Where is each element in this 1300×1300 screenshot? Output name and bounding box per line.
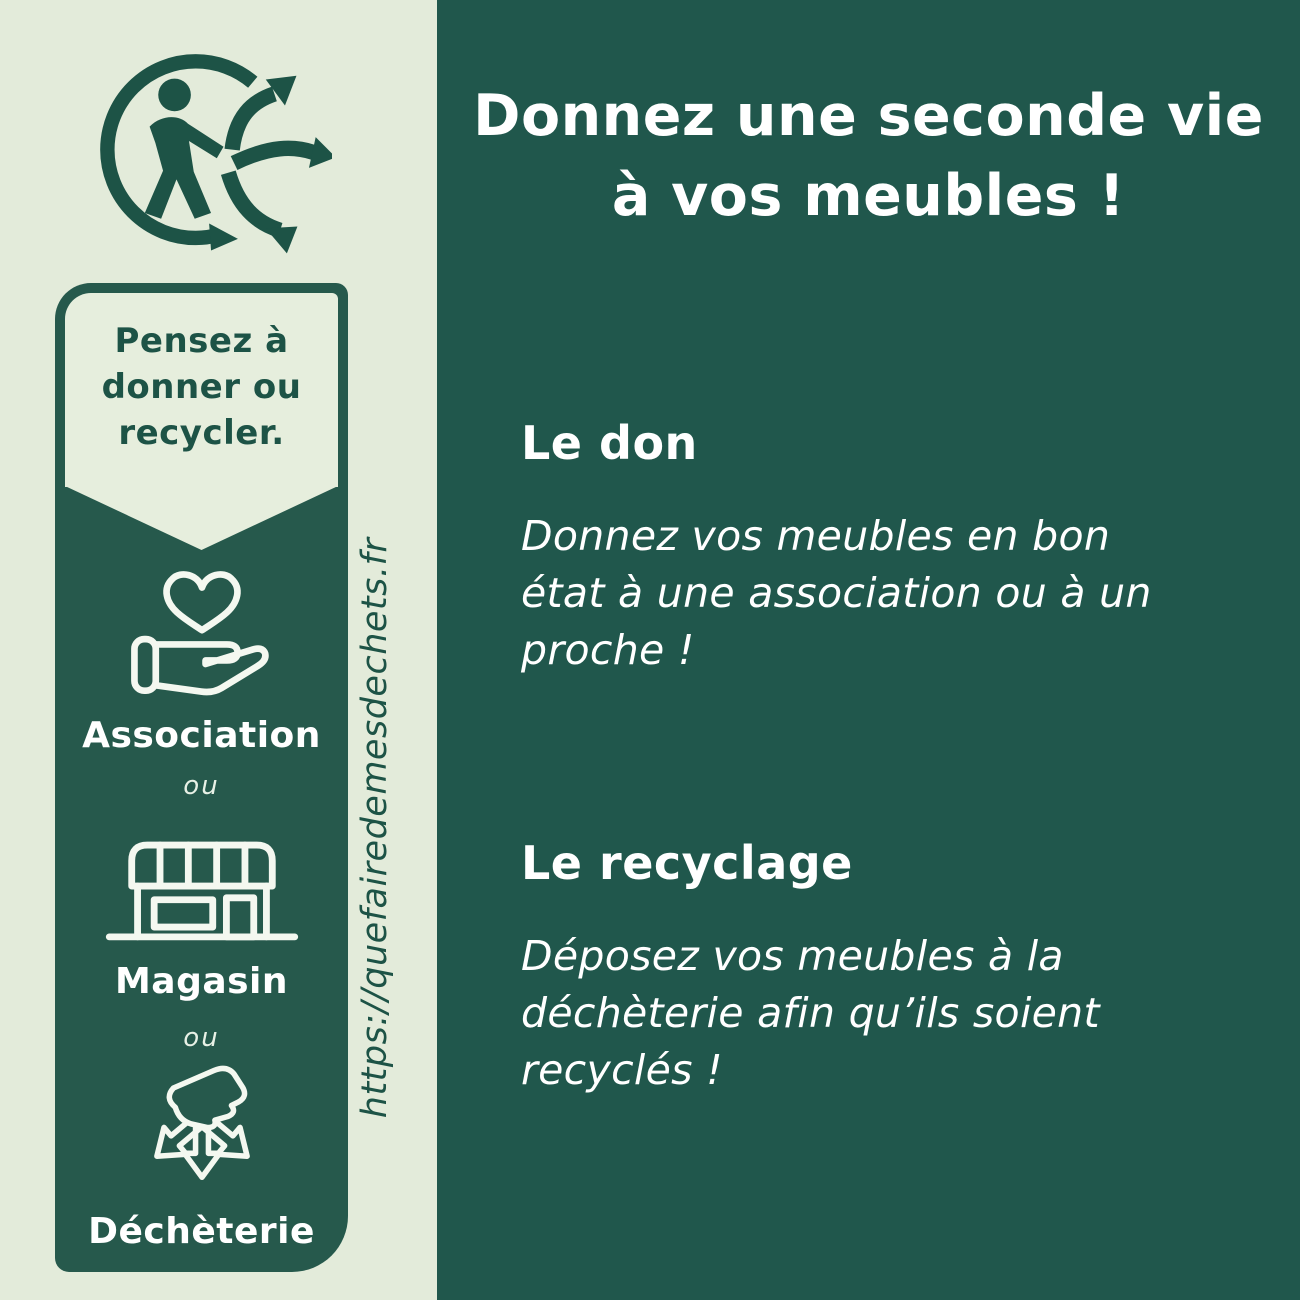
pledge-banner-text (102, 318, 302, 462)
recyclage-body (521, 928, 1251, 1099)
hand-sorting-arrows-icon (122, 1065, 282, 1203)
pledge-line-2: donner ou (101, 367, 302, 407)
recyclage-body-line-2: déchèterie afin qu’ils soient (521, 989, 1100, 1037)
separator-ou-2: ou (183, 1023, 220, 1053)
recyclage-body-line-1: Déposez vos meubles à la (521, 932, 1064, 980)
right-panel (437, 0, 1300, 1300)
association-label: Association (82, 715, 321, 756)
triman-recycling-logo-icon (92, 48, 332, 258)
pledge-line-1: Pensez à (114, 321, 289, 361)
website-url: https://quefairedemesdechets.fr (355, 537, 395, 1119)
separator-ou-1: ou (183, 771, 220, 801)
banner-chevron-shape (65, 486, 338, 550)
pledge-banner-light-area (65, 293, 338, 487)
don-body-line-2: état à une association ou à un (521, 569, 1152, 617)
title-line-2: à vos meubles ! (611, 163, 1126, 229)
recyclage-body-line-3: recyclés ! (521, 1046, 723, 1094)
storefront-icon (99, 831, 304, 949)
heart-in-hand-icon (122, 561, 282, 703)
recyclage-heading: Le recyclage (521, 836, 853, 890)
pledge-line-3: recycler. (118, 413, 285, 453)
left-panel (0, 0, 437, 1300)
don-body-line-1: Donnez vos meubles en bon (521, 512, 1111, 560)
decheterie-label: Déchèterie (88, 1211, 315, 1252)
magasin-label: Magasin (114, 961, 289, 1002)
don-heading: Le don (521, 416, 698, 470)
title-line-1: Donnez une seconde vie (473, 83, 1264, 149)
don-body-line-3: proche ! (521, 626, 695, 674)
don-body (521, 508, 1251, 679)
page-title (437, 76, 1300, 236)
pledge-banner (55, 283, 348, 1272)
